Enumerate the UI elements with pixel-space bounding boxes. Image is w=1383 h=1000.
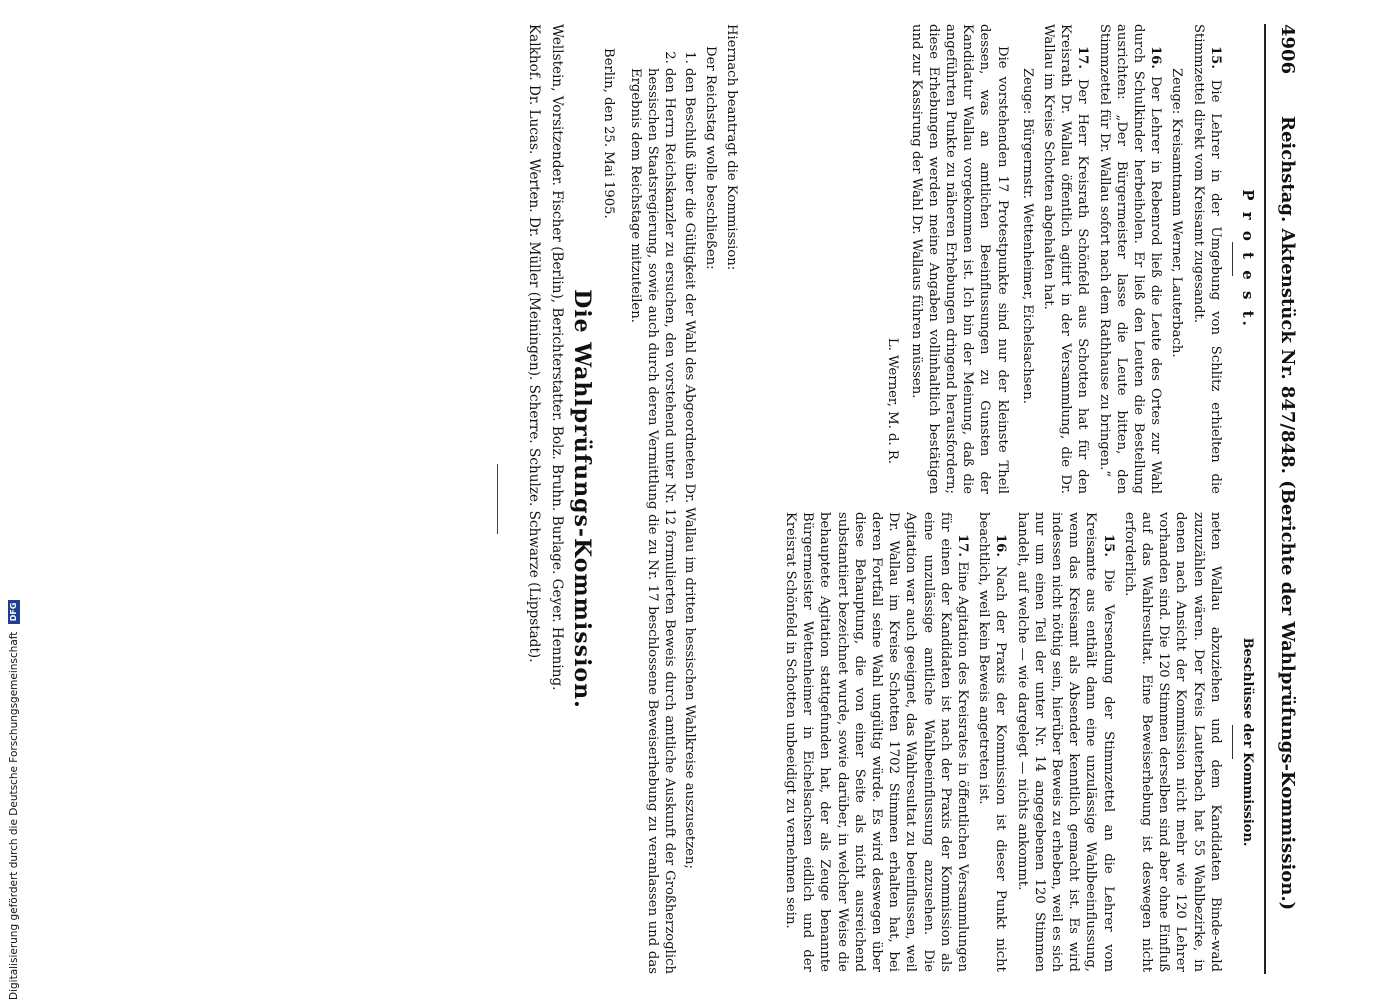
protest-item-16 — [1095, 24, 1164, 494]
protest-item-number: 15. — [1207, 46, 1223, 69]
request-section — [497, 24, 740, 974]
request-points — [627, 24, 698, 974]
commission-members-line-2: Kalkhof. Dr. Lucas. Werten. Dr. Müller (Meiningen). Scherre. Schulze. Schwarze (Lippstadt). — [526, 24, 543, 663]
resolution-continuation: neten Wallau abzuziehen und dem Kandidaten Binde-wald zuzuzählen wären. Der Kreis Lauterbach hat 55 Wahlbezirke, in denen nach Ansicht der Kommission nicht mehr wie 120 Lehrer vorhanden sind. Die 120 Stimmen derselben sind aber ohne Einfluß auf das Wahlresultat. Eine Beweiserhebung ist deswegen nicht erforderlich. — [1121, 512, 1223, 972]
protest-item-17 — [1040, 24, 1092, 494]
resolutions-heading: Beschlüsse der Kommission. — [1240, 637, 1255, 847]
header-rule — [1264, 24, 1266, 974]
resolution-item-number: 15. — [1100, 534, 1116, 557]
resolution-item-17 — [782, 512, 971, 972]
protest-witness-17: Zeuge: Bürgermstr. Wettenheimer, Eichelsachsen. — [1019, 68, 1035, 404]
page-title: Reichstag. Aktenstück Nr. 847/848. (Berichte der Wahlprüfungs-Kommission.) — [1277, 116, 1298, 911]
protest-column — [880, 24, 1256, 494]
protest-witness-15: Zeuge: Kreisamtmann Werner, Lauterbach. — [1169, 68, 1185, 358]
request-date: Berlin, den 25. Mai 1905. — [600, 48, 616, 219]
digitization-note-text: Digitalisierung gefördert durch die Deutsche Forschungsgemeinschaft — [8, 631, 20, 1000]
protest-item-number: 17. — [1075, 46, 1091, 69]
rotated-document-page — [30, 0, 1300, 990]
resolution-item-15 — [1013, 512, 1116, 972]
end-rule — [497, 464, 498, 534]
resolution-item-text: Eine Agitation des Kreisrates in öffentlichen Versammlungen für einen der Kandidaten ist nach der Praxis der Kommission als eine unzulässige amtliche Wahlbeeinflussung anzusehen. Die Agitation war auch geeignet, das Wahlresultat zu beeinflussen, weil Dr. Wallau im Kreise Schotten 1702 Stimmen erhalten hat, bei deren Fortfall seine Wahl ungültig würde. Es wird deswegen über diese Behauptung, die von einer Seite als nicht ausreichend substantiiert bezeichnet wurde, sowie darüber, in welcher Weise die behauptete Agitation stattgefunden hat, der als Zeuge benannte Bürgermeister Wettenheimer in Eichelsachsen eidlich und der Kreisrat Schönfeld in Schotten unbeeidigt zu vernehmen sein. — [782, 512, 970, 972]
protest-item-15 — [1189, 24, 1223, 494]
request-point-1: 1. den Beschluß über die Gültigkeit der Wahl des Abgeordneten Dr. Wallau im dritten hessischen Wahlkreise auszusetzen; — [680, 68, 697, 974]
resolution-item-16 — [975, 512, 1009, 972]
commission-title: Die Wahlprüfungs-Kommission. — [568, 289, 595, 709]
resolution-item-text: Die Versendung der Stimmzettel an die Lehrer vom Kreisamte aus enthält dann eine unzulässige Wahlbeeinflussung, wenn das Kreisamt als Absender kenntlich gemacht ist. Es wird indessen nicht nöthig sein, hierüber Beweis zu erheben, weil es sich nur um einen Teil der unter Nr. 14 angegebenen 120 Stimmen handelt, auf welche — wie dargelegt — nichts ankommt. — [1014, 512, 1116, 972]
protest-item-text: Der Lehrer in Rebenrod ließ die Leute des Ortes zur Wahl durch Schulkinder herbeiholen. Er ließ den Leuten die Bestellung ausrichten: „Der Bürgermeister lasse die Leute bitten, den Stimmzettel für Dr. Wallau sofort nach dem Rathhause zu bringen.“ — [1096, 24, 1164, 494]
protest-closing: Die vorstehenden 17 Protestpunkte sind nur der kleinste Theil dessen, was an amtlichen Beeinflussungen zu Gunsten der Kandidatur Wallau vorgekommen ist. Ich bin der Meinung, daß die angeführten Punkte zu näheren Erhebungen dringend herausfordern; diese Erhebungen werden meine Angaben vollinhaltlich bestätigen und zur Kassirung der Wahl Dr. Wallaus führen müssen. — [908, 24, 1010, 494]
resolution-item-number: 17. — [954, 534, 970, 557]
protest-item-text: Der Herr Kreisrath Schönfeld aus Schotten hat für den Kreisrath Dr. Wallau öffentlich agitirt in der Versammlung, die Dr. Wallau im Kreise Schotten abgehalten hat. — [1040, 24, 1091, 494]
request-sub: Der Reichstag wolle beschließen: — [702, 46, 718, 270]
resolution-item-number: 16. — [993, 534, 1009, 557]
protest-item-number: 16. — [1148, 46, 1164, 69]
page-number: 4906 — [1277, 24, 1298, 75]
digitization-note — [6, 602, 22, 1000]
protest-item-text: Die Lehrer in der Umgebung von Schlitz erhielten die Stimmzettel direkt vom Kreisamt zugesandt. — [1190, 24, 1223, 494]
commission-resolutions-column — [778, 512, 1256, 972]
request-point-2: 2. den Herrn Reichskanzler zu ersuchen, den vorstehend unter Nr. 12 formulierten Beweis durch amtliche Auskunft der Großherzoglich hessischen Staatsregierung, sowie auch durch deren Vermittlung die zu Nr. 17 beschlossene Beweiserhebung zu veranlassen und das Ergebnis dem Reichstage mitzuteilen. — [627, 68, 679, 974]
dfg-logo: DFG — [8, 600, 20, 625]
page-header — [1266, 24, 1300, 974]
commission-members-line-1: Wellstein, Vorsitzender. Fischer (Berlin), Berichterstatter. Bolz. Bruhn. Burlage. Geyer. Henning. — [549, 24, 566, 691]
protest-heading: P r o t e s t. — [1239, 189, 1257, 329]
request-intro: Hiernach beantragt die Kommission: — [724, 24, 739, 271]
resolution-item-text: Nach der Praxis der Kommission ist dieser Punkt nicht beachtlich, weil kein Beweis angetreten ist. — [976, 512, 1009, 972]
protest-heading-rule — [1232, 242, 1233, 276]
resolutions-heading-rule — [1232, 725, 1233, 759]
protest-signature: L. Werner, M. d. R. — [885, 337, 901, 464]
